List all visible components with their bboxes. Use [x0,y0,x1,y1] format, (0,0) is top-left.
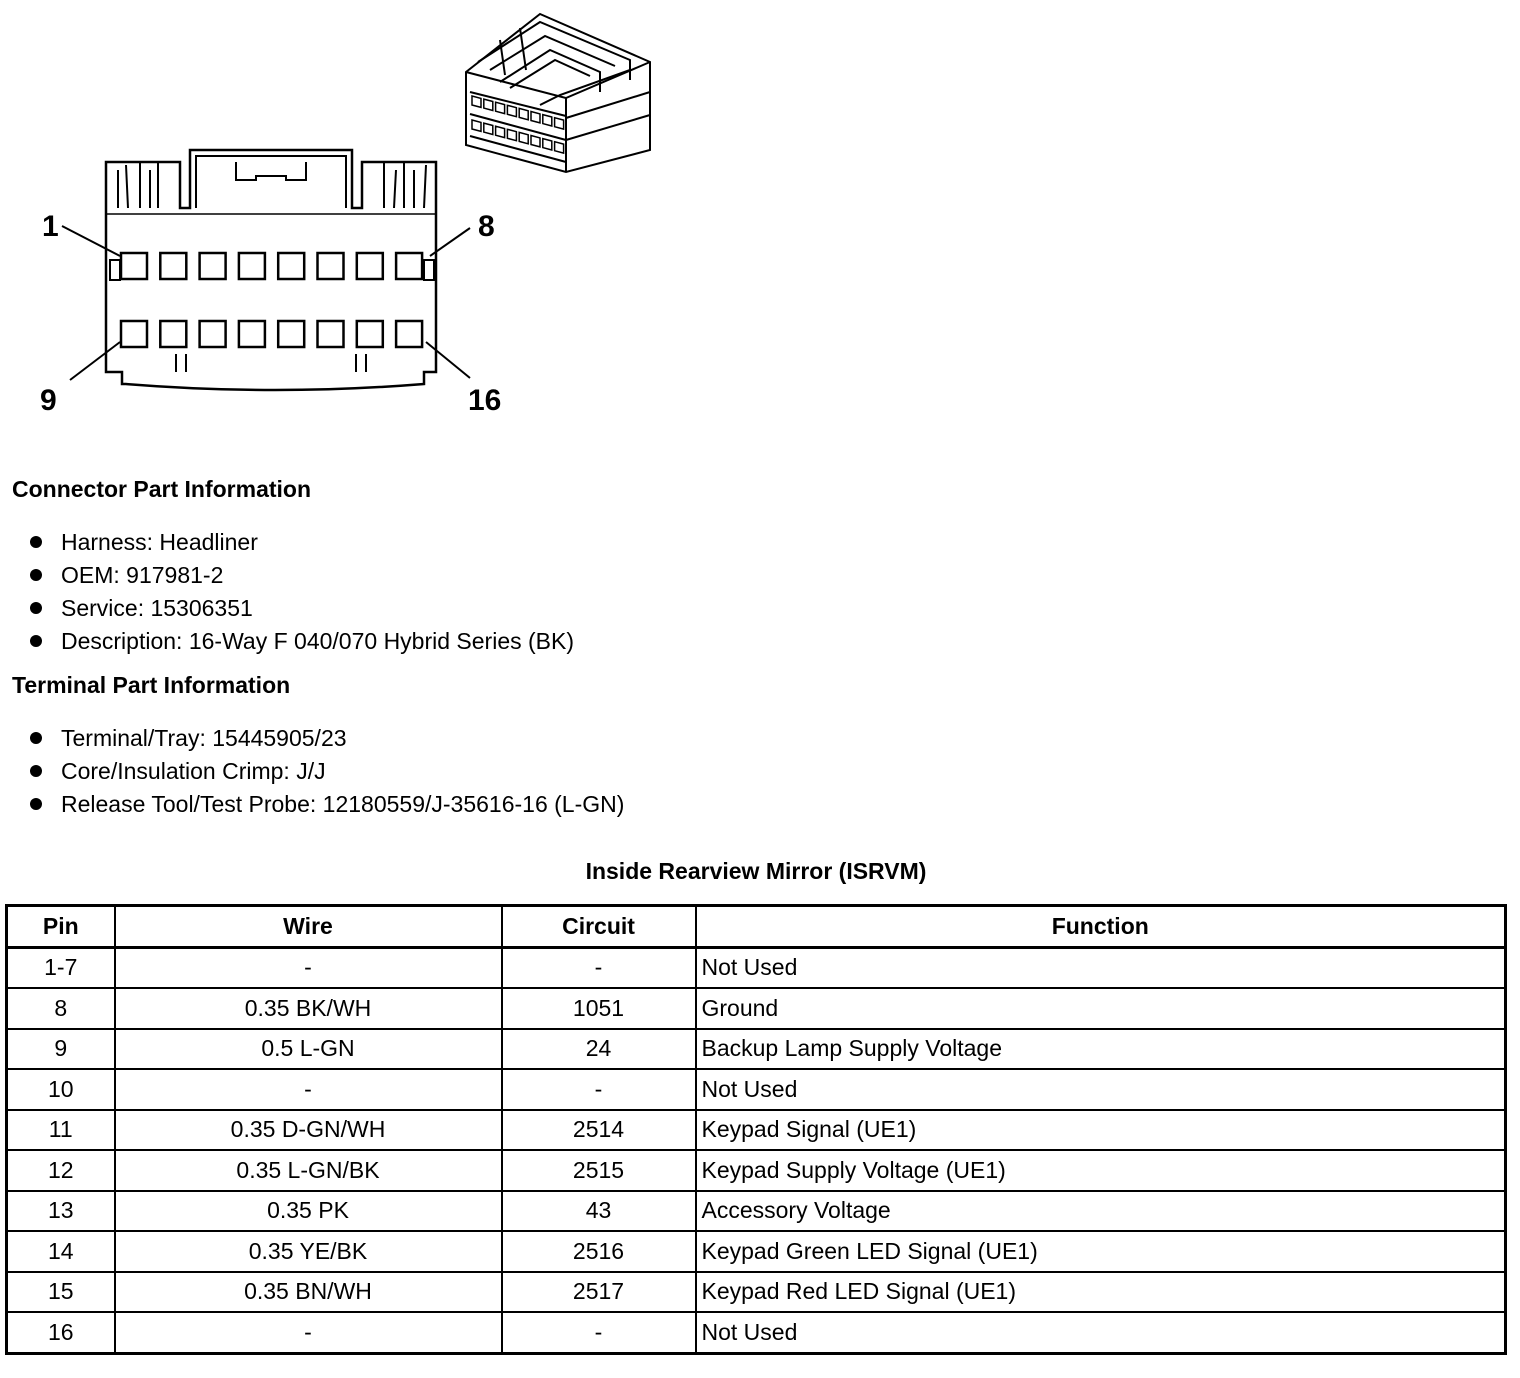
pin-cavity-2 [160,253,186,279]
pin-cavity-9 [121,321,147,347]
pin-cavity-3 [200,253,226,279]
cell-pin: 16 [7,1312,115,1353]
connector-face [106,150,436,390]
terminal-tray: Terminal/Tray: 15445905/23 [61,725,347,751]
list-item [30,625,574,658]
cell-pin: 13 [7,1191,115,1232]
cell-function: Keypad Signal (UE1) [696,1110,1506,1151]
cell-circuit: 2514 [502,1110,696,1151]
pin-cavity-11 [200,321,226,347]
iso-cavity-5 [519,108,528,119]
bullet-icon [30,569,42,581]
connector-pin-cavities [121,253,422,347]
cell-function: Keypad Green LED Signal (UE1) [696,1231,1506,1272]
list-item [30,592,574,625]
table-title: Inside Rearview Mirror (ISRVM) [585,858,927,884]
iso-cavity-16 [555,142,564,153]
iso-cavity-13 [519,132,528,143]
table-row [7,1029,1506,1070]
cell-function: Backup Lamp Supply Voltage [696,1029,1506,1070]
iso-cavity-3 [496,102,505,113]
pin-cavity-8 [396,253,422,279]
terminal-release-tool: Release Tool/Test Probe: 12180559/J-35616-16 (L-GN) [61,791,625,817]
pin-label-8: 8 [478,210,495,243]
bullet-icon [30,635,42,647]
cell-function: Keypad Red LED Signal (UE1) [696,1272,1506,1313]
cell-pin: 12 [7,1150,115,1191]
table-header-row [7,906,1506,948]
table-row [7,1150,1506,1191]
cell-circuit: 1051 [502,988,696,1029]
bullet-icon [30,602,42,614]
terminal-crimp: Core/Insulation Crimp: J/J [61,758,326,784]
cell-function: Accessory Voltage [696,1191,1506,1232]
pin-cavity-13 [278,321,304,347]
list-item [30,526,574,559]
pin-cavity-14 [318,321,344,347]
iso-cavity-14 [531,136,540,147]
cell-wire: 0.35 L-GN/BK [115,1150,502,1191]
table-row [7,1069,1506,1110]
cell-pin: 1-7 [7,947,115,988]
cell-wire: - [115,1069,502,1110]
pin-cavity-12 [239,321,265,347]
list-item [30,788,624,821]
iso-cavity-7 [543,115,552,126]
cell-pin: 10 [7,1069,115,1110]
pin-label-9: 9 [40,384,57,417]
header-pin: Pin [7,906,115,948]
connector-oem: OEM: 917981-2 [61,562,224,588]
pinout-table [5,904,1507,1355]
cell-function: Ground [696,988,1506,1029]
pin-leader-lines [62,226,470,380]
pin-cavity-15 [357,321,383,347]
connector-service: Service: 15306351 [61,595,253,621]
iso-cavity-10 [484,123,493,134]
pin-cavity-1 [121,253,147,279]
connector-info-list [30,526,574,658]
cell-circuit: 2517 [502,1272,696,1313]
cell-circuit: - [502,947,696,988]
list-item [30,722,624,755]
cell-circuit: 43 [502,1191,696,1232]
cell-function: Keypad Supply Voltage (UE1) [696,1150,1506,1191]
bullet-icon [30,798,42,810]
header-function: Function [696,906,1506,948]
connector-description: Description: 16-Way F 040/070 Hybrid Series (BK) [61,628,575,654]
cell-pin: 9 [7,1029,115,1070]
bullet-icon [30,732,42,744]
iso-cavity-15 [543,139,552,150]
list-item [30,559,574,592]
cell-pin: 8 [7,988,115,1029]
connector-diagram [0,0,700,440]
pin-cavity-4 [239,253,265,279]
header-circuit: Circuit [502,906,696,948]
cell-pin: 11 [7,1110,115,1151]
iso-cavity-8 [555,118,564,129]
cell-wire: 0.35 BK/WH [115,988,502,1029]
pin-label-16: 16 [468,384,502,417]
bullet-icon [30,765,42,777]
pin-cavity-10 [160,321,186,347]
cell-wire: 0.35 D-GN/WH [115,1110,502,1151]
cell-wire: 0.35 YE/BK [115,1231,502,1272]
pin-label-1: 1 [42,210,59,243]
connector-harness: Harness: Headliner [61,529,258,555]
table-row [7,1191,1506,1232]
table-row [7,988,1506,1029]
cell-circuit: 24 [502,1029,696,1070]
terminal-info-list [30,722,624,821]
table-row [7,1272,1506,1313]
iso-cavity-4 [507,105,516,116]
cell-circuit: - [502,1312,696,1353]
table-body [7,947,1506,1353]
iso-cavity-6 [531,112,540,123]
cell-wire: 0.35 BN/WH [115,1272,502,1313]
cell-pin: 14 [7,1231,115,1272]
iso-cavity-2 [484,99,493,110]
iso-cavity-11 [496,126,505,137]
cell-function: Not Used [696,947,1506,988]
cell-function: Not Used [696,1069,1506,1110]
table-row [7,1231,1506,1272]
bullet-icon [30,536,42,548]
iso-cavity-1 [472,96,481,107]
cell-wire: - [115,1312,502,1353]
iso-cavity-9 [472,120,481,131]
cell-circuit: 2516 [502,1231,696,1272]
cell-wire: - [115,947,502,988]
cell-circuit: - [502,1069,696,1110]
cell-circuit: 2515 [502,1150,696,1191]
cell-pin: 15 [7,1272,115,1313]
header-wire: Wire [115,906,502,948]
terminal-info-title: Terminal Part Information [12,672,291,698]
connector-3d-illustration [466,14,650,172]
iso-cavity-12 [507,129,516,140]
pin-cavity-5 [278,253,304,279]
cell-wire: 0.35 PK [115,1191,502,1232]
table-row [7,947,1506,988]
pin-cavity-7 [357,253,383,279]
pin-cavity-6 [318,253,344,279]
pin-cavity-16 [396,321,422,347]
table-row [7,1110,1506,1151]
table-row [7,1312,1506,1353]
list-item [30,755,624,788]
cell-wire: 0.5 L-GN [115,1029,502,1070]
cell-function: Not Used [696,1312,1506,1353]
connector-info-title: Connector Part Information [12,476,312,502]
